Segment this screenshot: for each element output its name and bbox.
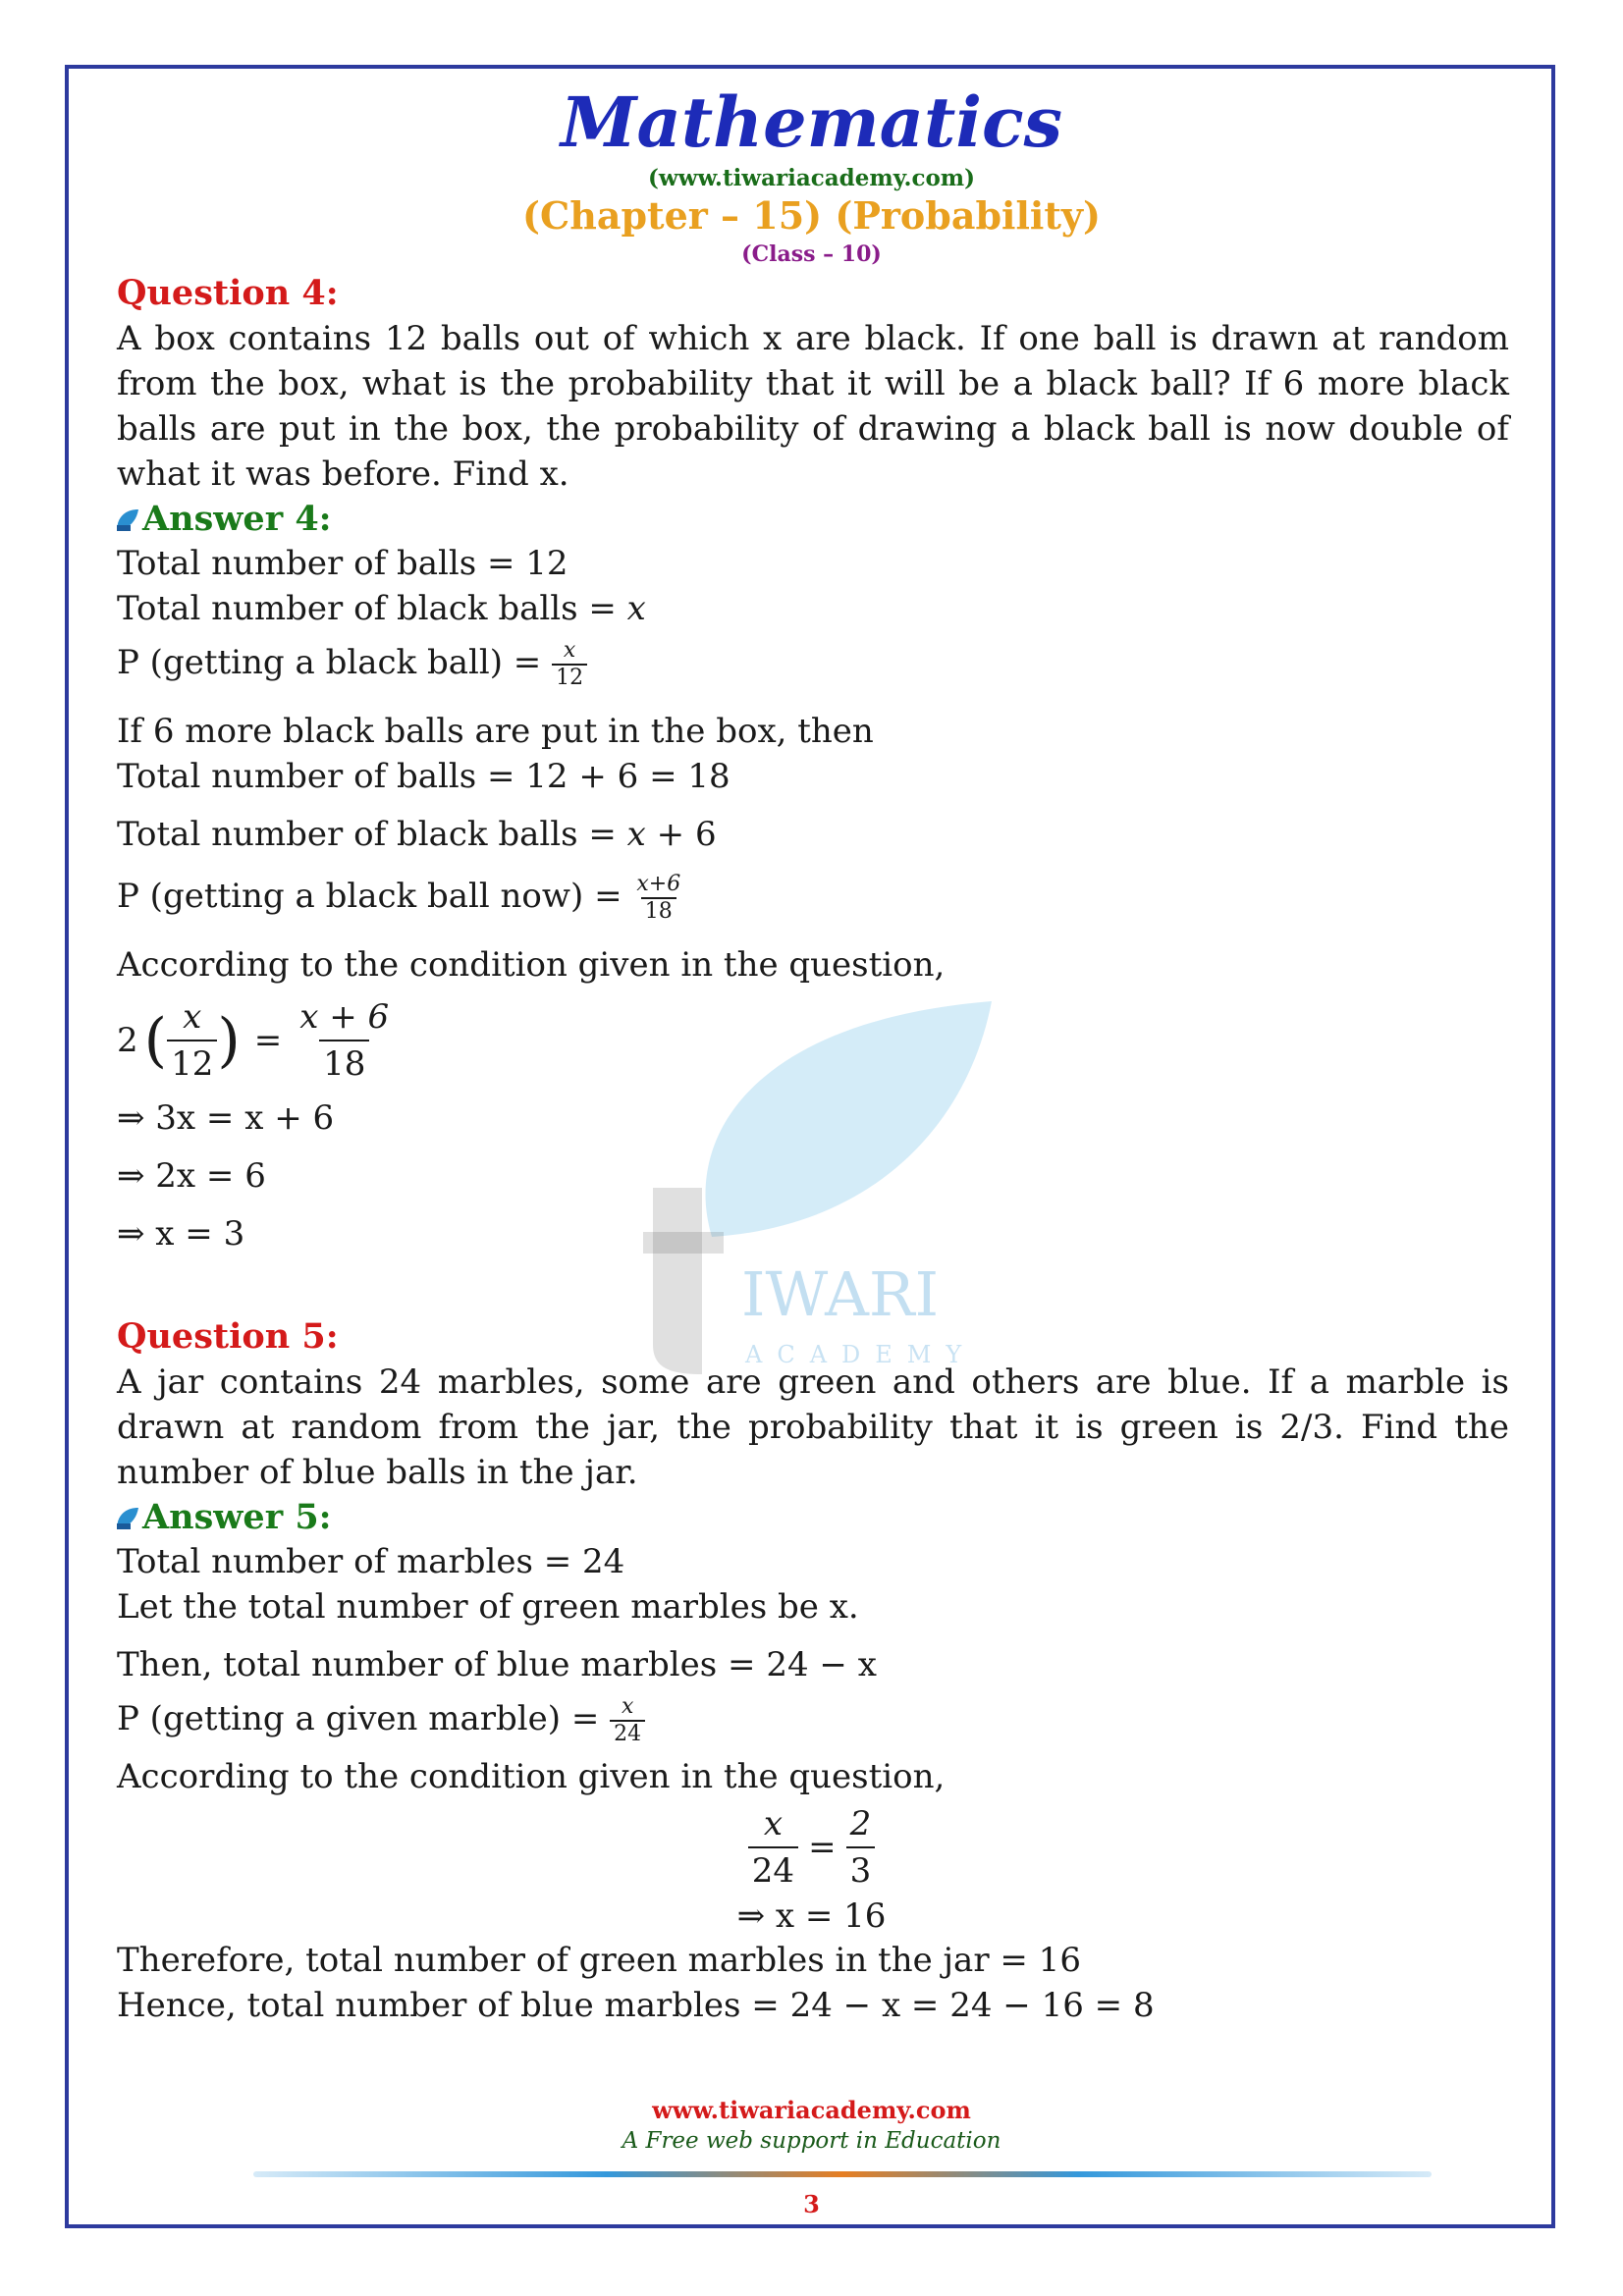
footer-divider	[253, 2171, 1432, 2177]
q5-conclusion-green: Therefore, total number of green marbles in the jar = 16	[117, 1941, 1081, 1980]
q4-line-black-balls	[117, 587, 646, 630]
q4-line-black-x6-prefix: Total number of black balls =	[117, 815, 627, 854]
q4-line-black-x6	[117, 813, 717, 856]
q4-step-2: ⇒ 2x = 6	[117, 1156, 266, 1196]
q4-prob-1	[117, 628, 587, 697]
q4-step-3: ⇒ x = 3	[117, 1214, 245, 1254]
eq-rhs-fraction	[296, 994, 393, 1087]
q5-conclusion-blue: Hence, total number of blue marbles = 24 − x = 24 − 16 = 8	[117, 1986, 1155, 2025]
q4-line-total-balls: Total number of balls = 12	[117, 544, 568, 583]
question-4-text: A box contains 12 balls out of which x are black. If one ball is drawn at random from the box, what is the probability that it will be a black ball? If 6 more black balls are put in the box, the probability of drawing a black ball is now double of what it was before. Find x.	[117, 319, 1509, 494]
var-x: x	[626, 589, 646, 628]
tiwari-logo-watermark	[643, 982, 997, 1374]
q4-line-black-x6-suffix: + 6	[645, 815, 717, 854]
question-4-heading: Question 4:	[117, 273, 339, 313]
page-number: 3	[803, 2190, 820, 2218]
q4-line-black-balls-text: Total number of black balls =	[117, 589, 627, 628]
frac-den: 18	[319, 1040, 369, 1087]
frac-num: x	[183, 997, 202, 1037]
frac-den: 24	[610, 1720, 645, 1747]
q4-line-total-18: Total number of balls = 12 + 6 = 18	[117, 757, 730, 796]
class-label: (Class – 10)	[741, 241, 882, 267]
q5-equation	[0, 1798, 1623, 1896]
eq-equals: =	[253, 1021, 283, 1060]
answer-4-heading	[115, 497, 332, 542]
frac-num: x	[563, 638, 576, 663]
q5-line-green-x: Let the total number of green marbles be x.	[117, 1587, 859, 1627]
q5-prob-fraction	[610, 1694, 645, 1747]
q4-prob-2	[117, 862, 684, 931]
frac-den: 12	[167, 1040, 217, 1087]
answer-5-heading	[115, 1495, 332, 1540]
q4-prob-2-fraction	[632, 872, 684, 925]
q5-step: ⇒ x = 16	[736, 1896, 887, 1936]
page-title: Mathematics	[561, 81, 1062, 163]
leaf-icon	[115, 507, 140, 533]
chapter-title: (Chapter – 15) (Probability)	[522, 193, 1101, 238]
footer-website-link[interactable]: www.tiwariacademy.com	[652, 2096, 971, 2124]
question-5-text: A jar contains 24 marbles, some are green and others are blue. If a marble is drawn at random from the jar, the probability that it is green is 2/3. Find the number of blue balls in the jar.	[117, 1362, 1509, 1492]
frac-num: 2	[849, 1804, 872, 1843]
frac-den: 24	[748, 1846, 798, 1894]
q4-condition: According to the condition given in the question,	[117, 945, 946, 985]
frac-den: 18	[641, 897, 676, 925]
eq-equals: =	[808, 1828, 837, 1867]
watermark-sub: ACADEMY	[745, 1341, 977, 1368]
q5-prob	[117, 1684, 645, 1753]
watermark-word: IWARI	[741, 1258, 940, 1330]
eq-coefficient: 2	[117, 1021, 138, 1060]
frac-den: 3	[846, 1846, 876, 1894]
var-x: x	[626, 815, 646, 854]
question-5-heading: Question 5:	[117, 1316, 339, 1357]
q5-prob-label: P (getting a given marble) =	[117, 1699, 611, 1738]
q4-equation	[117, 991, 393, 1090]
eq-lhs-fraction	[748, 1801, 798, 1894]
q5-condition: According to the condition given in the question,	[117, 1757, 946, 1796]
frac-num: x+6	[636, 872, 681, 896]
footer-tagline: A Free web support in Education	[622, 2128, 1001, 2154]
frac-num: x	[763, 1804, 784, 1843]
q5-line-blue: Then, total number of blue marbles = 24 − x	[117, 1645, 877, 1684]
q4-prob-1-label: P (getting a black ball) =	[117, 643, 553, 682]
leaf-icon	[115, 1506, 140, 1531]
q4-line-if-more: If 6 more black balls are put in the box, then	[117, 712, 874, 751]
frac-num: x + 6	[299, 997, 390, 1037]
eq-rhs-fraction	[846, 1801, 876, 1894]
answer-4-label: Answer 4:	[142, 499, 332, 539]
eq-inner-fraction	[167, 994, 217, 1087]
frac-den: 12	[552, 664, 587, 691]
q4-prob-2-label: P (getting a black ball now) =	[117, 877, 633, 916]
q4-prob-1-fraction	[552, 638, 587, 691]
answer-5-label: Answer 5:	[142, 1497, 332, 1537]
q4-step-1: ⇒ 3x = x + 6	[117, 1098, 335, 1138]
eq-paren-open: (	[143, 1006, 168, 1075]
header-website: (www.tiwariacademy.com)	[647, 165, 976, 191]
frac-num: x	[621, 1694, 634, 1719]
eq-paren-close: )	[217, 1006, 241, 1075]
q5-line-total-marbles: Total number of marbles = 24	[117, 1542, 625, 1581]
